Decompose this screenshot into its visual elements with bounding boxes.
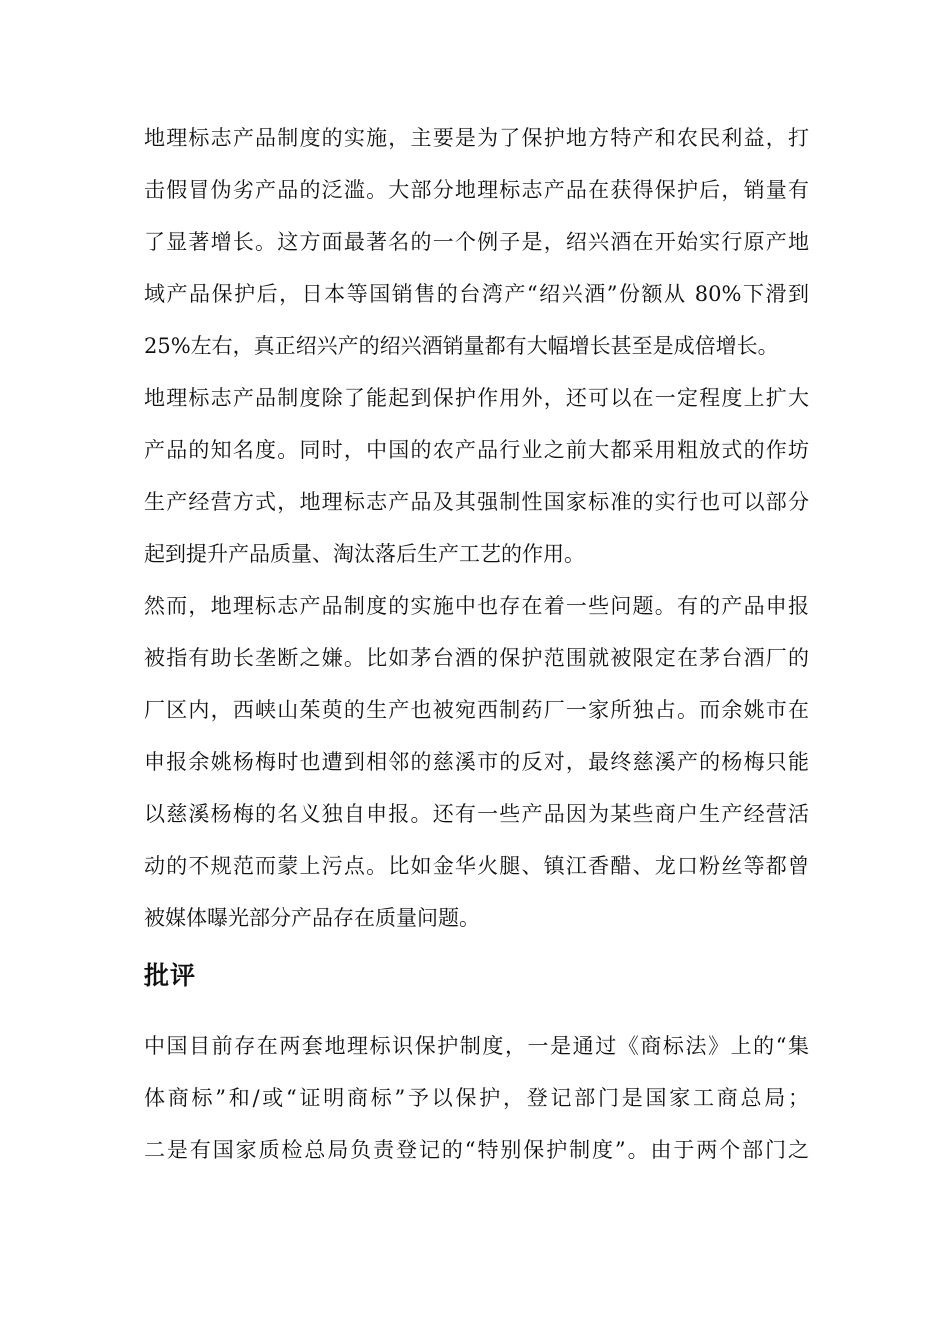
- text-line: 击假冒伪劣产品的泛滥。大部分地理标志产品在获得保护后，销量有: [144, 178, 809, 202]
- text-line: 起到提升产品质量、淘汰落后生产工艺的作用。: [144, 542, 585, 566]
- text-line: 厂区内，西峡山茱萸的生产也被宛西制药厂一家所独占。而余姚市在: [144, 698, 809, 722]
- text-line: 中国目前存在两套地理标识保护制度，一是通过《商标法》上的“集: [144, 1034, 809, 1058]
- text-line: 产品的知名度。同时，中国的农产品行业之前大都采用粗放式的作坊: [144, 438, 809, 462]
- text-line: 地理标志产品制度的实施，主要是为了保护地方特产和农民利益，打: [144, 126, 809, 150]
- text-line: 申报余姚杨梅时也遭到相邻的慈溪市的反对，最终慈溪产的杨梅只能: [144, 750, 809, 774]
- text-line: 动的不规范而蒙上污点。比如金华火腿、镇江香醋、龙口粉丝等都曾: [144, 854, 809, 878]
- text-line: 被媒体曝光部分产品存在质量问题。: [144, 906, 480, 930]
- text-line: 域产品保护后，日本等国销售的台湾产“绍兴酒”份额从 80%下滑到: [144, 282, 809, 306]
- text-line: 25%左右，真正绍兴产的绍兴酒销量都有大幅增长甚至是成倍增长。: [144, 334, 779, 358]
- text-line: 生产经营方式，地理标志产品及其强制性国家标准的实行也可以部分: [144, 490, 809, 514]
- text-line: 了显著增长。这方面最著名的一个例子是，绍兴酒在开始实行原产地: [144, 230, 809, 254]
- paragraph-geographical-indication-problems: [144, 580, 809, 944]
- paragraph-protection-systems: [144, 1020, 809, 1176]
- paragraph-geographical-indication-benefits: [144, 112, 809, 580]
- text-line: 然而，地理标志产品制度的实施中也存在着一些问题。有的产品申报: [144, 594, 809, 618]
- text-line: 体商标”和/或“证明商标”予以保护，登记部门是国家工商总局；: [144, 1086, 809, 1110]
- section-heading-criticism: 批评: [144, 961, 197, 990]
- text-line: 二是有国家质检总局负责登记的“特别保护制度”。由于两个部门之: [144, 1138, 809, 1162]
- text-line: 以慈溪杨梅的名义独自申报。还有一些产品因为某些商户生产经营活: [144, 802, 809, 826]
- text-line: 被指有助长垄断之嫌。比如茅台酒的保护范围就被限定在茅台酒厂的: [144, 646, 809, 670]
- text-line: 地理标志产品制度除了能起到保护作用外，还可以在一定程度上扩大: [144, 386, 809, 410]
